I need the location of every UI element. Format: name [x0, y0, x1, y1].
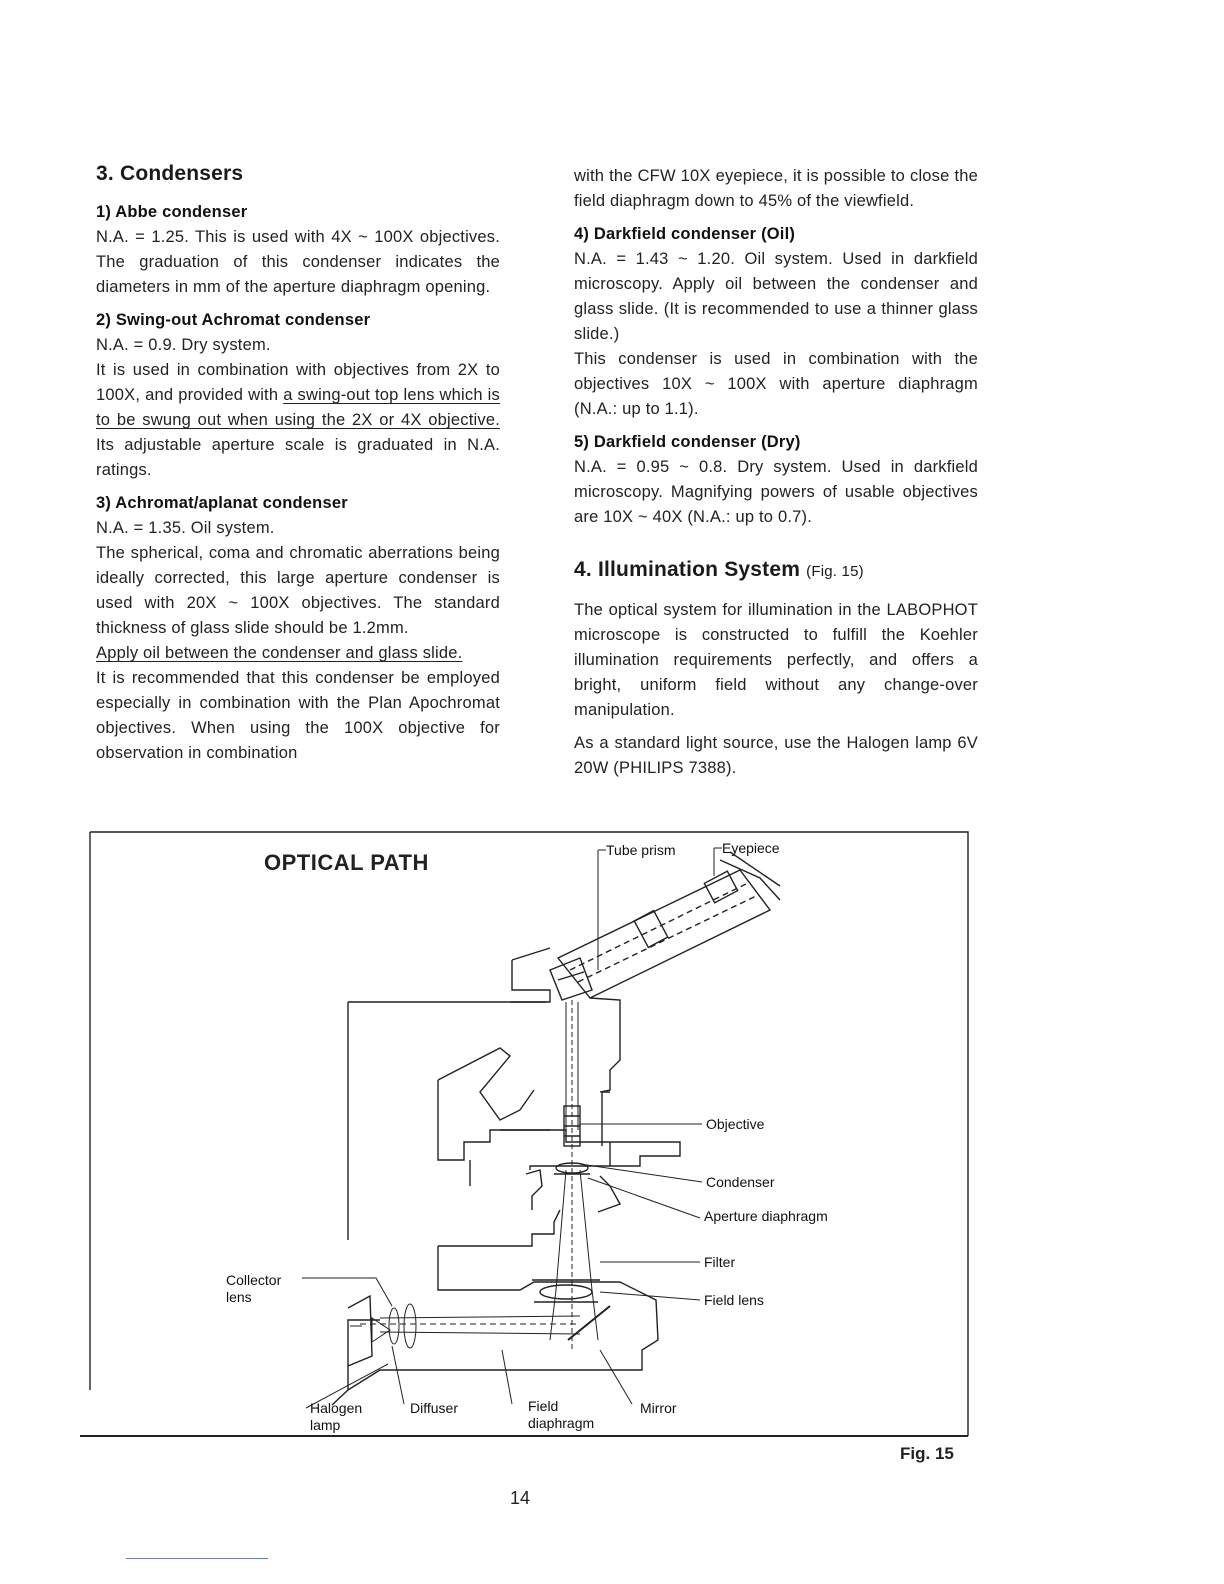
- label-field-lens: Field lens: [704, 1292, 764, 1308]
- swing-out-condenser-text: [96, 358, 500, 483]
- swing-out-condenser-na: N.A. = 0.9. Dry system.: [96, 336, 271, 354]
- swing-out-underlined-text: a swing-out top lens which is to be swung out when using the 2X or 4X objective.: [96, 386, 500, 429]
- mirror: [568, 1306, 610, 1340]
- field-lens: [532, 1280, 600, 1302]
- eyepiece-tube: [558, 852, 780, 998]
- darkfield-oil-text: N.A. = 1.43 ~ 1.20. Oil system. Used in darkfield microscopy. Apply oil between the condenser and glass slide. (It is recommended to use a thinner glass slide.): [574, 250, 978, 343]
- label-collector-lens-line1: Collector: [226, 1272, 282, 1288]
- optical-axis: [550, 1000, 598, 1350]
- darkfield-oil-objectives: This condenser is used in combination with the objectives 10X ~ 100X with aperture diaphragm (N.A.: up to 1.1).: [574, 350, 978, 418]
- label-tube-prism: Tube prism: [606, 842, 676, 858]
- abbe-condenser-section: [96, 200, 500, 300]
- label-collector-lens-line2: lens: [226, 1289, 252, 1305]
- condensers-heading: 3. Condensers: [96, 162, 244, 185]
- illumination-text: The optical system for illumination in the LABOPHOT microscope is constructed to fulfill the Koehler illumination requirements perfectly, and offers a bright, uniform field without any change-over manipulation.: [574, 601, 978, 719]
- achromat-condenser-title: 3) Achromat/aplanat condenser: [96, 494, 348, 512]
- label-mirror: Mirror: [640, 1400, 677, 1416]
- swing-out-condenser-title: 2) Swing-out Achromat condenser: [96, 311, 371, 329]
- footer-rule: [126, 1558, 268, 1559]
- darkfield-oil-title: 4) Darkfield condenser (Oil): [574, 225, 796, 243]
- continued-text: with the CFW 10X eyepiece, it is possible to close the field diaphragm down to 45% of the viewfield.: [574, 167, 978, 210]
- abbe-condenser-title: 1) Abbe condenser: [96, 203, 248, 221]
- label-diffuser: Diffuser: [410, 1400, 458, 1416]
- achromat-condenser-na: N.A. = 1.35. Oil system.: [96, 519, 275, 537]
- label-objective: Objective: [706, 1116, 765, 1132]
- label-filter: Filter: [704, 1254, 736, 1270]
- optical-path-diagram: [80, 830, 970, 1440]
- abbe-condenser-text: N.A. = 1.25. This is used with 4X ~ 100X objectives. The graduation of this condenser indicates the diameters in mm of the aperture diaphragm opening.: [96, 228, 500, 296]
- right-column: [574, 164, 978, 789]
- label-halogen-lamp-line1: Halogen: [310, 1400, 363, 1416]
- illumination-heading: [574, 556, 978, 586]
- figure-caption: Fig. 15: [900, 1444, 954, 1463]
- label-field-diaphragm-line2: diaphragm: [528, 1415, 595, 1431]
- achromat-recommendation: It is recommended that this condenser be employed especially in combination with the Plan Apochromat objectives. When using the 100X objective for observation in combination: [96, 669, 500, 762]
- swing-out-condenser-section: [96, 308, 500, 483]
- illumination-fig-ref: (Fig. 15): [806, 563, 864, 580]
- darkfield-oil-section: [574, 222, 978, 422]
- label-halogen-lamp-line2: lamp: [310, 1417, 341, 1433]
- figure-title: OPTICAL PATH: [264, 850, 429, 875]
- achromat-condenser-text: The spherical, coma and chromatic aberrations being ideally corrected, this large aperture condenser is used with 20X ~ 100X objectives. The standard thickness of glass slide should be 1.2mm.: [96, 544, 500, 637]
- lamp-path: [350, 1304, 580, 1348]
- label-eyepiece: Eyepiece: [722, 840, 780, 856]
- label-halogen-lamp: [310, 1400, 362, 1434]
- label-collector-lens: [226, 1272, 281, 1306]
- label-condenser: Condenser: [706, 1174, 775, 1190]
- darkfield-dry-section: [574, 430, 978, 530]
- page-number: 14: [510, 1488, 531, 1508]
- label-field-diaphragm-line1: Field: [528, 1398, 559, 1414]
- swing-out-text-b: Its adjustable aperture scale is graduated in N.A. ratings.: [96, 436, 500, 479]
- darkfield-dry-text: N.A. = 0.95 ~ 0.8. Dry system. Used in darkfield microscopy. Magnifying powers of usable objectives are 10X ~ 40X (N.A.: up to 0.7).: [574, 458, 978, 526]
- darkfield-dry-title: 5) Darkfield condenser (Dry): [574, 433, 801, 451]
- light-source-text: As a standard light source, use the Halogen lamp 6V 20W (PHILIPS 7388).: [574, 734, 978, 777]
- achromat-condenser-section: [96, 491, 500, 766]
- achromat-oil-note: Apply oil between the condenser and glass slide.: [96, 644, 463, 662]
- optical-path-figure: [80, 830, 970, 1440]
- label-field-diaphragm: [528, 1398, 594, 1432]
- label-aperture-diaphragm: Aperture diaphragm: [704, 1208, 828, 1224]
- illumination-heading-text: 4. Illumination System: [574, 558, 801, 581]
- left-column: [96, 160, 500, 774]
- swing-out-text-a: It is used in combination with objectives from 2X to 100X, and provided with: [96, 361, 500, 404]
